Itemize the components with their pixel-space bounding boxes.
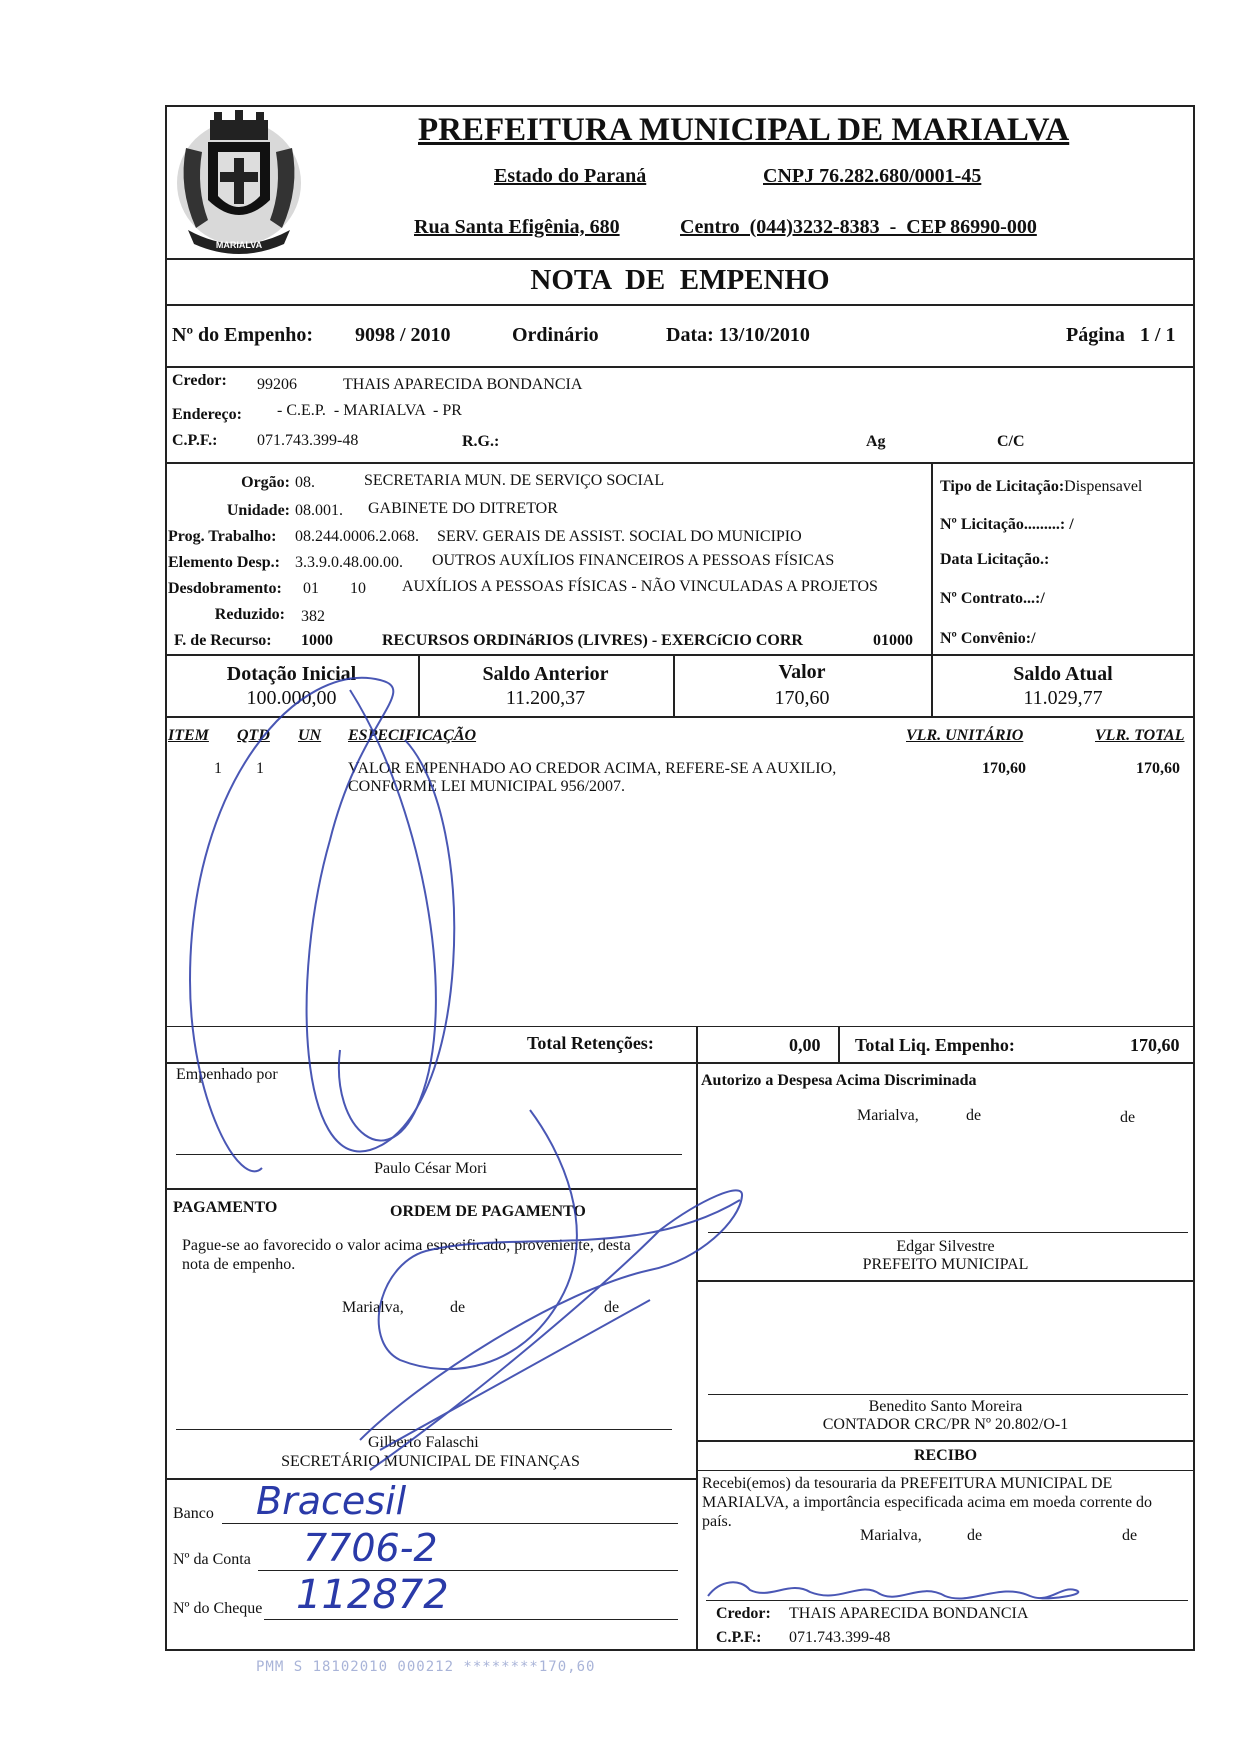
valor-label: Valor [778,661,826,683]
contrato-number: Nº Contrato...:/ [940,590,1045,607]
dotacao-label: Dotação Inicial [226,663,357,685]
item-qtd: 1 [256,760,264,777]
autorizo-de2: de [1120,1109,1136,1126]
elemento-code: 3.3.9.0.48.00.00. [295,554,403,571]
total-retencoes-value: 0,00 [789,1035,821,1055]
banco-label: Banco [173,1505,214,1522]
prog-label: Prog. Trabalho: [168,528,277,545]
agency-label: Ag [866,433,886,450]
convenio-number: Nº Convênio:/ [940,630,1036,647]
finance-secretary-role: SECRETÁRIO MUNICIPAL DE FINANÇAS [281,1453,580,1470]
cpf-label: C.P.F.: [172,432,218,449]
item-unit-value: 170,60 [982,760,1026,777]
autorizo-city: Marialva, [857,1107,919,1124]
item-total-value: 170,60 [1136,760,1180,777]
unidade-desc: GABINETE DO DITRETOR [368,500,558,517]
total-retencoes-label: Total Retenções: [527,1033,654,1053]
col-spec: ESPECIFICAÇÃO [348,727,477,744]
pagamento-de1: de [450,1299,466,1316]
page-number: Página 1 / 1 [1066,324,1176,346]
recibo-signature [708,1582,1078,1598]
licitacao-date: Data Licitação.: [940,551,1050,568]
pagamento-de2: de [604,1299,620,1316]
address-street: Rua Santa Efigênia, 680 [414,216,620,238]
recibo-de2: de [1122,1527,1138,1544]
banco-value: Bracesil [256,1479,407,1523]
recurso-code: 1000 [301,632,333,649]
cheque-value: 112872 [296,1572,449,1618]
accountant-role: CONTADOR CRC/PR Nº 20.802/O-1 [822,1416,1069,1433]
empenho-number: 9098 / 2010 [355,324,451,346]
prog-desc: SERV. GERAIS DE ASSIST. SOCIAL DO MUNICIPIO [437,528,802,545]
empenho-number-label: Nº do Empenho: [172,324,314,346]
conta-label: Nº da Conta [173,1551,251,1568]
accountant-name: Benedito Santo Moreira [868,1398,1023,1415]
credor-label: Credor: [172,372,227,389]
mayor-role: PREFEITO MUNICIPAL [862,1256,1029,1273]
cheque-label: Nº do Cheque [173,1600,263,1617]
recurso-desc: RECURSOS ORDINáRIOS (LIVRES) - EXERCíCIO CORR [382,632,803,649]
document-title: NOTA DE EMPENHO [530,264,830,296]
col-total: VLR. TOTAL [1095,727,1185,744]
licitacao-tipo-value: Dispensavel [1064,478,1143,495]
col-unit: VLR. UNITÁRIO [906,727,1024,744]
cpf-value: 071.743.399-48 [257,432,359,449]
recibo-credor-label: Credor: [716,1605,771,1622]
signature-stroke-long [360,1190,742,1470]
account-label: C/C [997,433,1025,450]
empenhado-label: Empenhado por [176,1066,278,1083]
desdobramento-code2: 10 [350,580,366,597]
address-value: - C.E.P. - MARIALVA - PR [277,402,462,419]
col-un: UN [298,727,322,744]
recibo-text-line1: Recebi(emos) da tesouraria da PREFEITURA MUNICIPAL DE [702,1475,1113,1492]
orgao-label: Orgão: [241,474,290,491]
elemento-label: Elemento Desp.: [168,554,280,571]
signature-loop-large [190,678,454,1171]
autorizo-de1: de [966,1107,982,1124]
valor-value: 170,60 [774,687,830,709]
dotacao-value: 100.000,00 [246,687,337,709]
empenho-type: Ordinário [512,324,599,346]
recurso-code2: 01000 [873,632,913,649]
address-label: Endereço: [172,406,242,423]
recibo-cpf-label: C.P.F.: [716,1629,762,1646]
signature-stroke-diag [380,1300,650,1450]
reduzido-value: 382 [301,608,325,625]
credor-code: 99206 [257,376,297,393]
conta-value: 7706-2 [303,1526,438,1570]
licitacao-number: Nº Licitação.........: / [940,516,1074,533]
reduzido-label: Reduzido: [214,606,285,623]
recibo-de1: de [967,1527,983,1544]
desdobramento-desc: AUXÍLIOS A PESSOAS FÍSICAS - NÃO VINCULADAS A PROJETOS [402,578,878,595]
autorizo-label: Autorizo a Despesa Acima Discriminada [701,1072,977,1089]
municipality-title: PREFEITURA MUNICIPAL DE MARIALVA [418,112,1070,148]
ordem-pagamento-label: ORDEM DE PAGAMENTO [390,1203,586,1220]
empenho-date: Data: 13/10/2010 [666,324,810,346]
recibo-text-line2: MARIALVA, a importância especificada acima em moeda corrente do [702,1494,1153,1511]
saldo-atual-label: Saldo Atual [1013,663,1113,685]
prog-code: 08.244.0006.2.068. [295,528,419,545]
recurso-label: F. de Recurso: [174,632,272,649]
col-item: ITEM [168,727,209,744]
pagamento-city: Marialva, [342,1299,404,1316]
col-qtd: QTD [237,727,270,744]
saldo-anterior-value: 11.200,37 [505,687,586,709]
elemento-desc: OUTROS AUXÍLIOS FINANCEIROS A PESSOAS FÍSICAS [432,552,835,569]
item-number: 1 [214,760,222,777]
desdobramento-label: Desdobramento: [168,580,282,597]
orgao-code: 08. [295,474,315,491]
total-liquido-value: 170,60 [1130,1035,1180,1055]
licitacao-tipo-label: Tipo de Licitação: [940,478,1065,495]
total-liquido-label: Total Liq. Empenho: [855,1035,1015,1055]
pagamento-text-line1: Pague-se ao favorecido o valor acima especificado, proveniente, desta [182,1237,631,1254]
cnpj-number: CNPJ 76.282.680/0001-45 [763,165,982,187]
credor-name: THAIS APARECIDA BONDANCIA [343,376,583,393]
recibo-credor-name: THAIS APARECIDA BONDANCIA [789,1605,1029,1622]
recibo-text-line3: país. [702,1513,732,1530]
signature-stroke-mid [379,1110,740,1369]
empenhado-name: Paulo César Mori [374,1160,487,1177]
state-name: Estado do Paraná [494,165,647,187]
finance-secretary-name: Gilberto Falaschi [368,1434,479,1451]
unidade-code: 08.001. [295,502,343,519]
payment-stamp: PMM S 18102010 000212 ********170,60 [256,1659,596,1675]
signature-loop-tall [339,690,436,1141]
recibo-cpf-value: 071.743.399-48 [789,1629,891,1646]
pagamento-text-line2: nota de empenho. [182,1256,296,1273]
recibo-title: RECIBO [913,1447,978,1464]
item-spec-line1: VALOR EMPENHADO AO CREDOR ACIMA, REFERE-SE A AUXILIO, [348,760,837,777]
saldo-anterior-label: Saldo Anterior [482,663,609,685]
mayor-name: Edgar Silvestre [896,1238,995,1255]
orgao-desc: SECRETARIA MUN. DE SERVIÇO SOCIAL [364,472,665,489]
desdobramento-code1: 01 [303,580,319,597]
pagamento-label: PAGAMENTO [173,1199,278,1216]
unidade-label: Unidade: [226,502,290,519]
rg-label: R.G.: [462,433,500,450]
saldo-atual-value: 11.029,77 [1023,687,1103,709]
svg-text:MARIALVA: MARIALVA [215,240,263,250]
recibo-city: Marialva, [860,1527,922,1544]
address-contact: Centro (044)3232-8383 - CEP 86990-000 [680,216,1037,238]
item-spec-line2: CONFORME LEI MUNICIPAL 956/2007. [348,778,626,795]
